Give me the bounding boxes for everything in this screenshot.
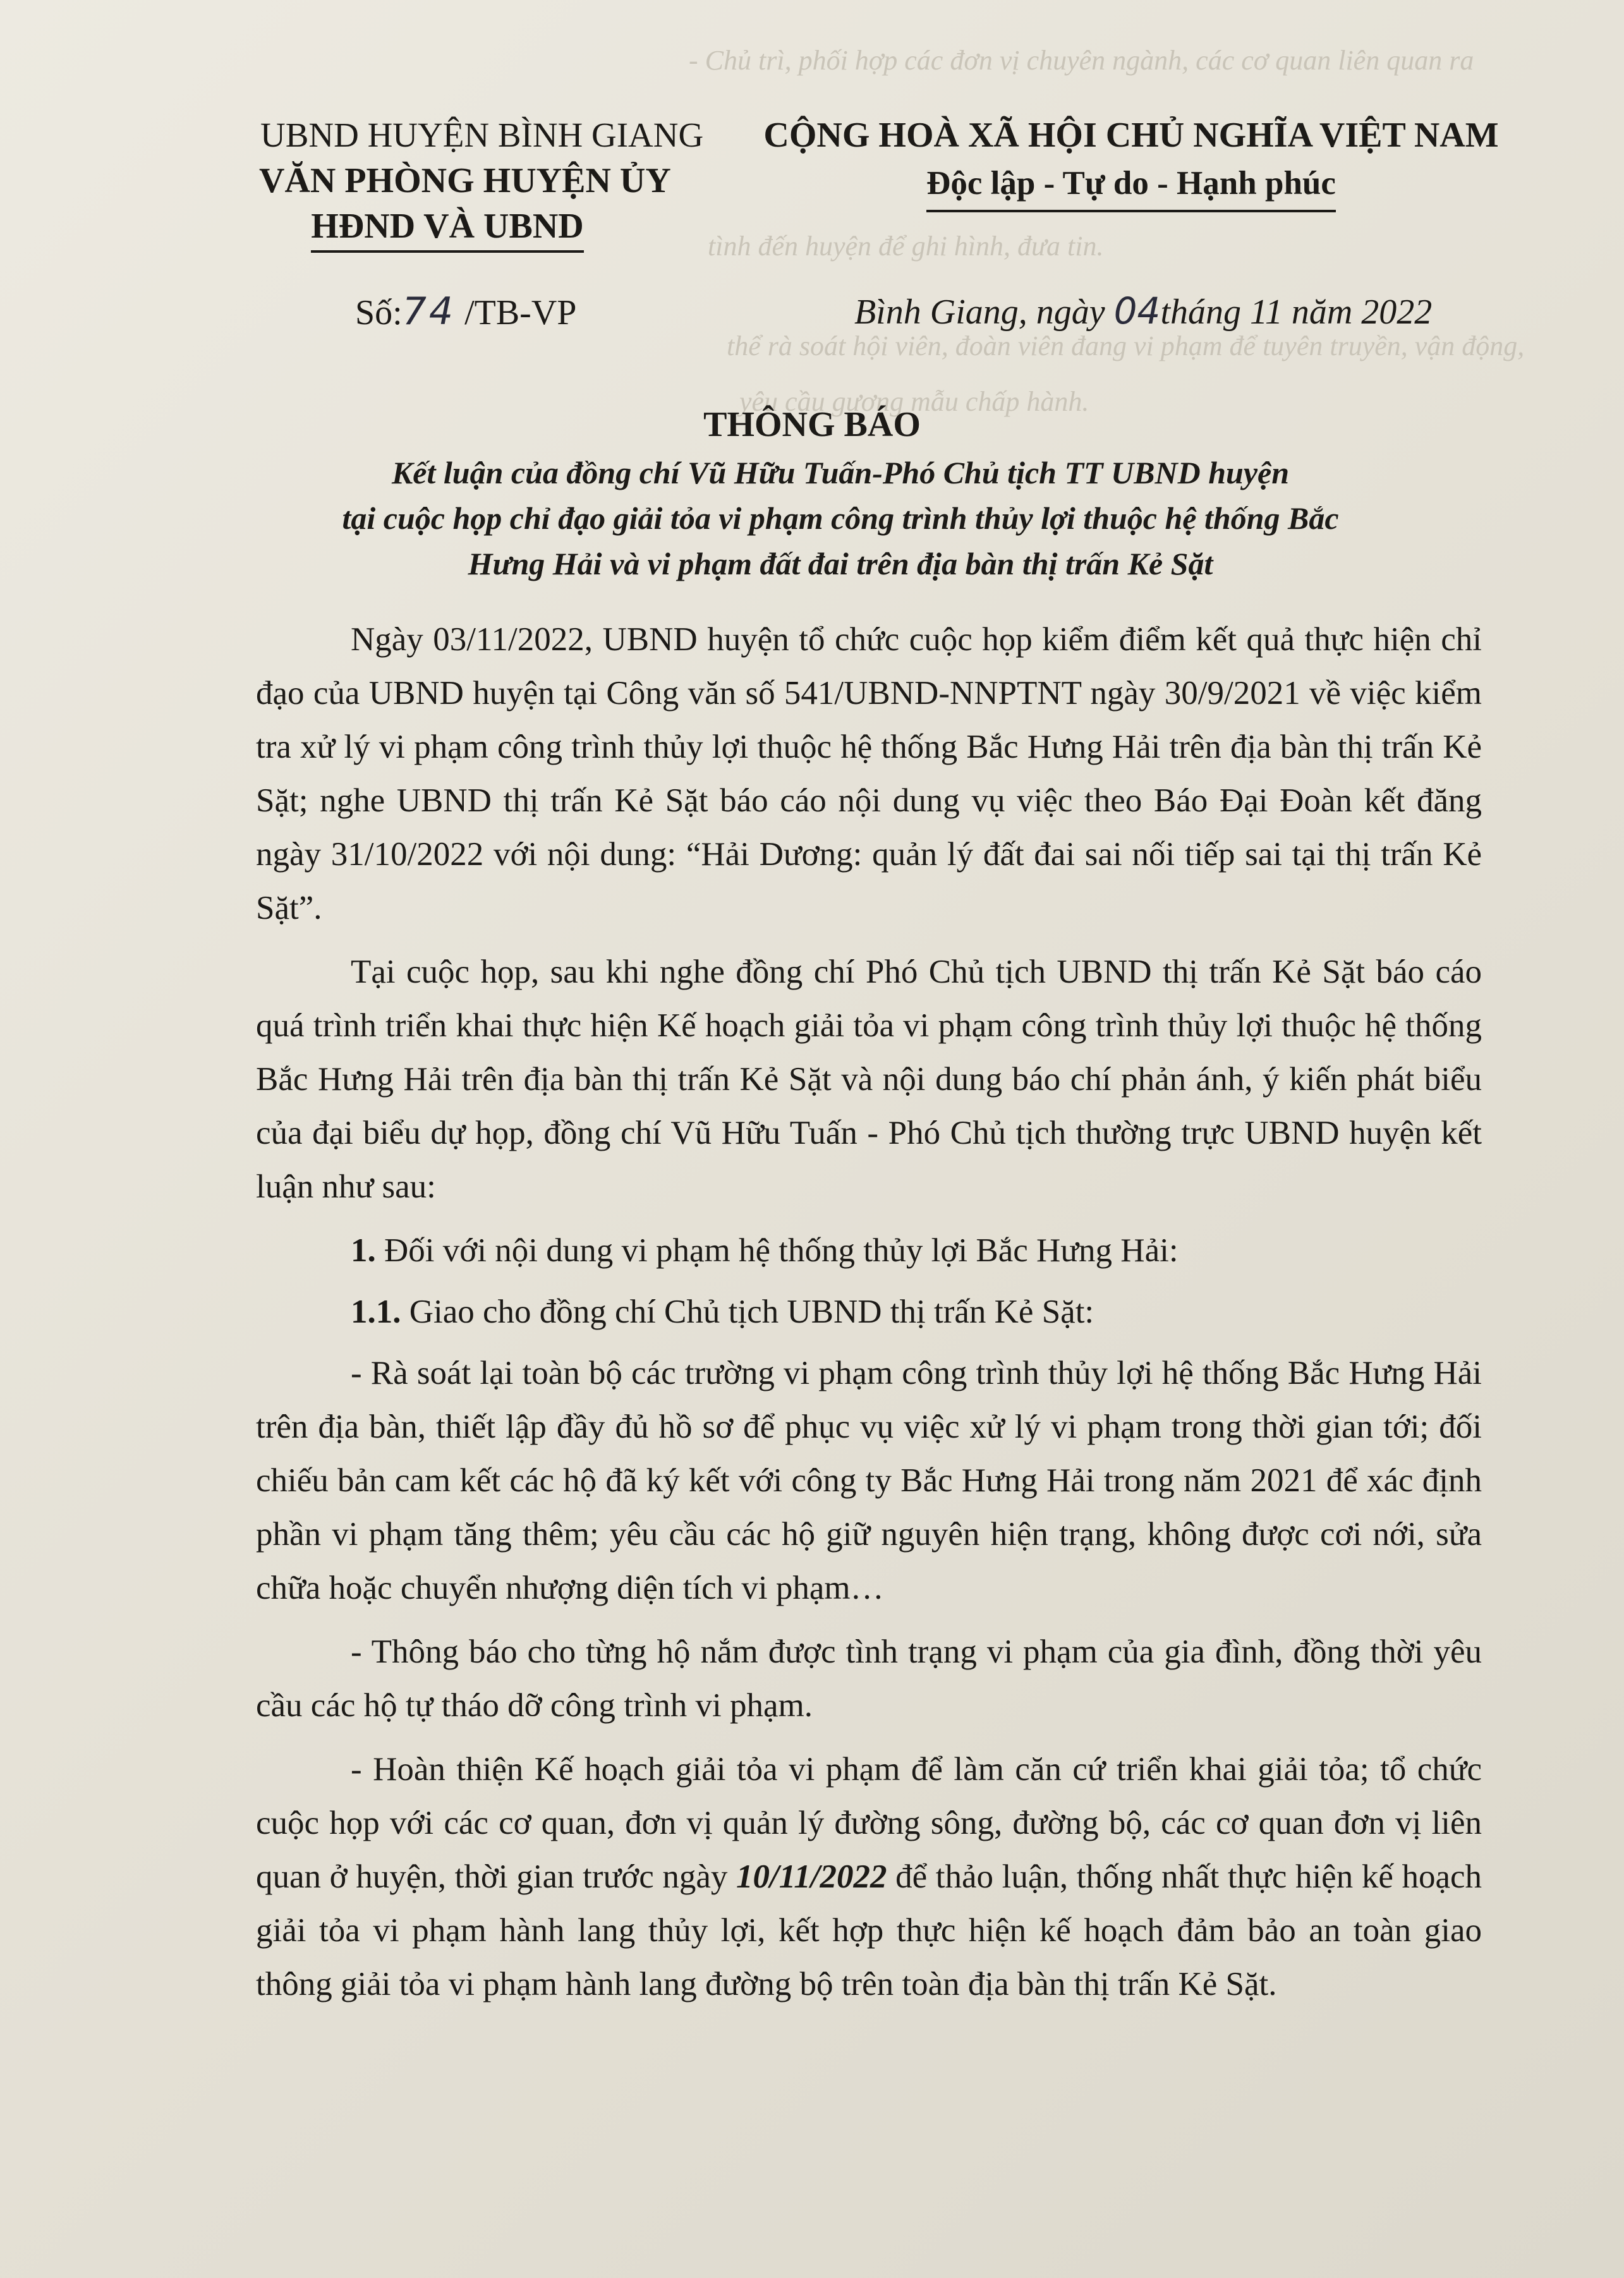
bleed-through-text: yêu cầu gương mẫu chấp hành. [739,386,1089,417]
document-subtitle [240,450,1441,586]
national-motto [739,112,1523,212]
bullet-item: - Hoàn thiện Kế hoạch giải tỏa vi phạm để làm căn cứ triển khai giải tỏa; tổ chức cuộc họp với các cơ quan, đơn vị quản lý đường sông, đường bộ, các cơ quan đơn vị liên quan ở huyện, thời gian trước ngày 10/11/2022 để thảo luận, thống nhất thực hiện kế hoạch giải tỏa vi phạm hành lang thủy lợi, kết hợp thực hiện kế hoạch đảm bảo an toàn giao thông giải tỏa vi phạm hành lang đường bộ trên toàn địa bàn thị trấn Kẻ Sặt. [256,1751,1482,2002]
subsection-heading: 1.1. Giao cho đồng chí Chủ tịch UBND thị trấn Kẻ Sặt: [351,1293,1094,1330]
subtitle-line: Hưng Hải và vi phạm đất đai trên địa bàn thị trấn Kẻ Sặt [468,546,1213,581]
document-number: Số:74 /TB-VP [355,289,577,334]
subtitle-line: Kết luận của đồng chí Vũ Hữu Tuấn-Phó Chủ tịch TT UBND huyện [391,455,1290,490]
deadline-date: 10/11/2022 [736,1858,887,1895]
agency-line-2: VĂN PHÒNG HUYỆN ỦY [259,161,671,200]
motto: Độc lập - Tự do - Hạnh phúc [926,158,1336,212]
handwritten-number: 74 [402,289,456,334]
body-paragraph: Ngày 03/11/2022, UBND huyện tổ chức cuộc họp kiểm điểm kết quả thực hiện chỉ đạo của UBND huyện tại Công văn số 541/UBND-NNPTNT ngày 30/9/2021 về việc kiểm tra xử lý vi phạm công trình thủy lợi thuộc hệ thống Bắc Hưng Hải trên địa bàn thị trấn Kẻ Sặt; nghe UBND thị trấn Kẻ Sặt báo cáo nội dung vụ việc theo Báo Đại Đoàn kết đăng ngày 31/10/2022 với nội dung: “Hải Dương: quản lý đất đai sai nối tiếp sai tại thị trấn Kẻ Sặt”. [256,621,1482,926]
bullet-item: - Thông báo cho từng hộ nắm được tình trạng vi phạm của gia đình, đồng thời yêu cầu các hộ tự tháo dỡ công trình vi phạm. [256,1633,1482,1724]
handwritten-day: 04 [1113,289,1161,332]
bullet-item: - Rà soát lại toàn bộ các trường vi phạm công trình thủy lợi hệ thống Bắc Hưng Hải trên địa bàn, thiết lập đầy đủ hồ sơ để phục vụ việc xử lý vi phạm trong thời gian tới; đối chiếu bản cam kết các hộ đã ký kết với công ty Bắc Hưng Hải trong năm 2021 để xác định phần vi phạm tăng thêm; yêu cầu các hộ giữ nguyên hiện trạng, không được cơi nới, sửa chữa hoặc chuyển nhượng diện tích vi phạm… [256,1355,1482,1606]
document-date: Bình Giang, ngày 04tháng 11 năm 2022 [854,289,1433,332]
section-heading: 1. Đối với nội dung vi phạm hệ thống thủy lợi Bắc Hưng Hải: [351,1232,1179,1269]
bleed-through-text: tình đến huyện để ghi hình, đưa tin. [708,231,1104,262]
agency-line-3: HĐND VÀ UBND [311,203,583,253]
country-name: CỘNG HOÀ XÃ HỘI CHỦ NGHĨA VIỆT NAM [763,116,1499,155]
document-body [256,613,1482,2013]
document-title: THÔNG BÁO [703,405,921,444]
body-paragraph: Tại cuộc họp, sau khi nghe đồng chí Phó Chủ tịch UBND thị trấn Kẻ Sặt báo cáo quá trình triển khai thực hiện Kế hoạch giải tỏa vi phạm công trình thủy lợi thuộc hệ thống Bắc Hưng Hải trên địa bàn thị trấn Kẻ Sặt và nội dung báo chí phản ánh, ý kiến phát biểu của đại biểu dự họp, đồng chí Vũ Hữu Tuấn - Phó Chủ tịch thường trực UBND huyện kết luận như sau: [256,954,1482,1205]
subtitle-line: tại cuộc họp chỉ đạo giải tỏa vi phạm công trình thủy lợi thuộc hệ thống Bắc [342,500,1339,536]
bleed-through-text: - Chủ trì, phối hợp các đơn vị chuyên ngành, các cơ quan liên quan ra [689,45,1474,76]
agency-line-1: UBND HUYỆN BÌNH GIANG [260,116,704,154]
bleed-through-text: thể rà soát hội viên, đoàn viên đang vi phạm để tuyên truyền, vận động, [727,330,1525,361]
issuing-agency [258,112,713,253]
